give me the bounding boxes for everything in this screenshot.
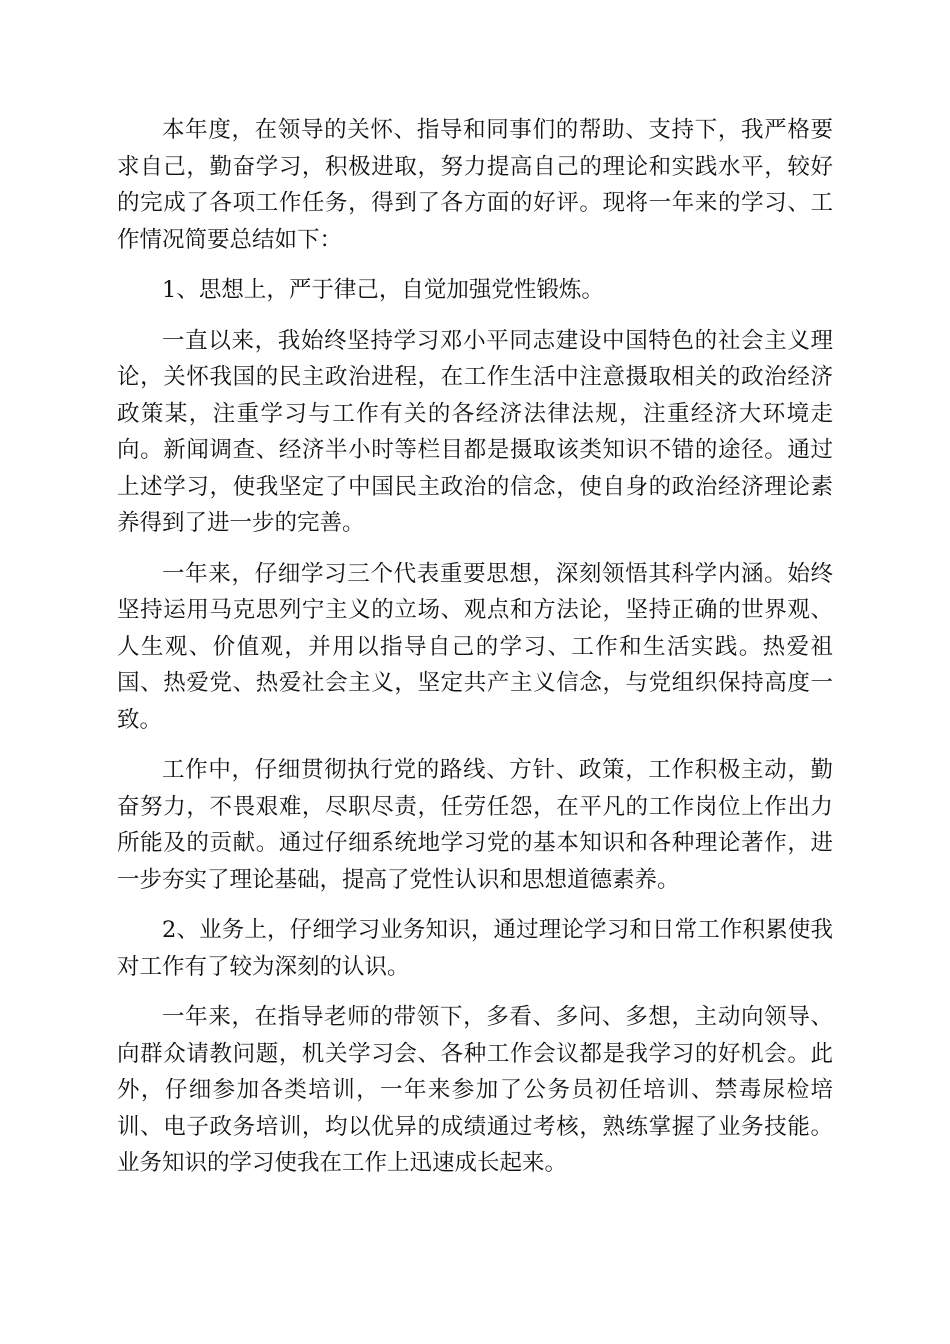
paragraph-work-attitude: 工作中，仔细贯彻执行党的路线、方针、政策，工作积极主动，勤奋努力，不畏艰难，尽职尽责，任劳任怨，在平凡的工作岗位上作出力所能及的贡献。通过仔细系统地学习党的基本知识和各种理论著作，进一步夯实了理论基础，提高了党性认识和思想道德素养。 xyxy=(117,757,833,893)
section-heading-2: 2、业务上，仔细学习业务知识，通过理论学习和日常工作积累使我对工作有了较为深刻的认识。 xyxy=(117,917,833,980)
paragraph-three-represents: 一年来，仔细学习三个代表重要思想，深刻领悟其科学内涵。始终坚持运用马克思列宁主义的立场、观点和方法论，坚持正确的世界观、人生观、价值观，并用以指导自己的学习、工作和生活实践。热爱祖国、热爱党、热爱社会主义，坚定共产主义信念，与党组织保持高度一致。 xyxy=(117,560,833,733)
paragraph-business-training: 一年来，在指导老师的带领下，多看、多问、多想，主动向领导、向群众请教问题，机关学习会、各种工作会议都是我学习的好机会。此外，仔细参加各类培训，一年来参加了公务员初任培训、禁毒尿检培训、电子政务培训，均以优异的成绩通过考核，熟练掌握了业务技能。业务知识的学习使我在工作上迅速成长起来。 xyxy=(117,1004,833,1176)
paragraph-intro: 本年度，在领导的关怀、指导和同事们的帮助、支持下，我严格要求自己，勤奋学习，积极进取，努力提高自己的理论和实践水平，较好的完成了各项工作任务，得到了各方面的好评。现将一年来的学习、工作情况简要总结如下： xyxy=(117,117,833,253)
document-body xyxy=(117,112,833,1196)
paragraph-theory-study: 一直以来，我始终坚持学习邓小平同志建设中国特色的社会主义理论，关怀我国的民主政治进程，在工作生活中注意摄取相关的政治经济政策某，注重学习与工作有关的各经济法律法规，注重经济大环境走向。新闻调查、经济半小时等栏目都是摄取该类知识不错的途径。通过上述学习，使我坚定了中国民主政治的信念，使自身的政治经济理论素养得到了进一步的完善。 xyxy=(117,327,833,536)
section-heading-1: 1、思想上，严于律己，自觉加强党性锻炼。 xyxy=(162,277,604,303)
